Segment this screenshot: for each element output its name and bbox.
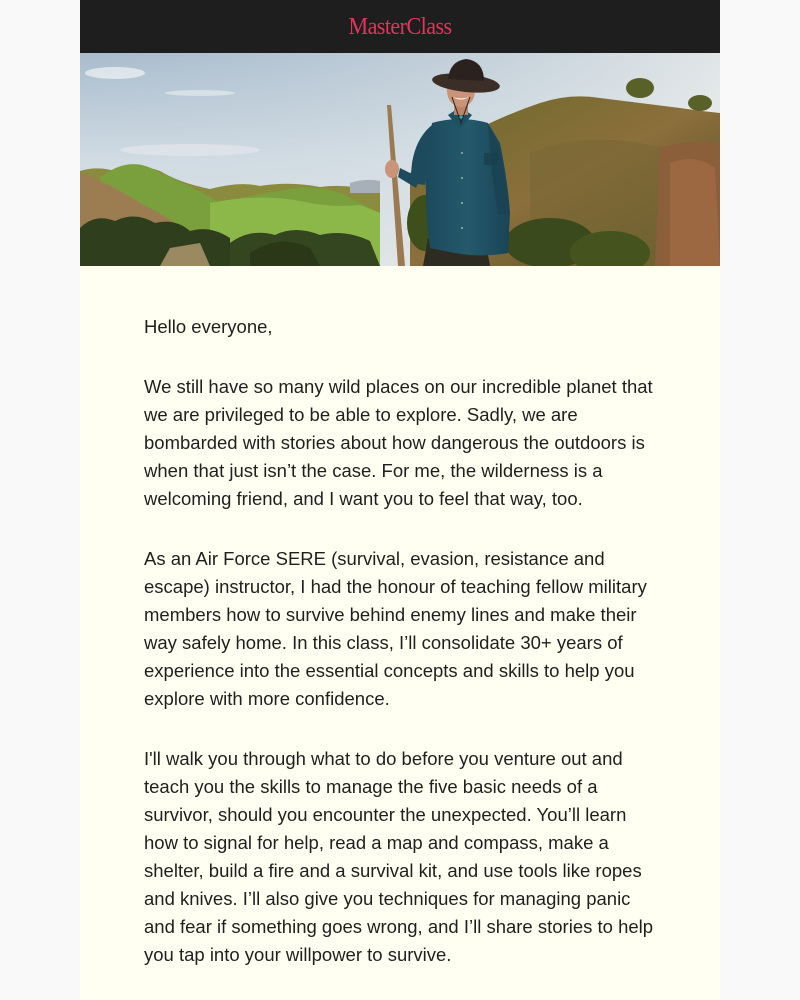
paragraph-background: As an Air Force SERE (survival, evasion, resistance and escape) instructor, I had the honour of teaching fellow military members how to survive behind enemy lines and make their way safely home. In this class, I’ll consolidate 30+ years of experience into the essential concepts and skills to help you explore with more confidence.: [144, 548, 647, 709]
greeting-text: Hello everyone,: [144, 316, 273, 337]
paragraph-intro: We still have so many wild places on our incredible planet that we are privileged to be able to explore. Sadly, we are bombarded with stories about how dangerous the outdoors is when that just isn’t the case. For me, the wilderness is a welcoming friend, and I want you to feel that way, too.: [144, 376, 653, 509]
paragraph-curriculum: I'll walk you through what to do before you venture out and teach you the skills to manage the five basic needs of a survivor, should you encounter the unexpected. You’ll learn how to signal for help, read a map and compass, make a shelter, build a fire and a survival kit, and use tools like ropes and knives. I’ll also give you techniques for managing panic and fear if something goes wrong, and I’ll share stories to help you tap into your willpower to survive.: [144, 748, 654, 965]
email-header: [80, 0, 720, 53]
hero-image[interactable]: [80, 53, 720, 266]
letter-body: [80, 266, 720, 969]
masterclass-logo[interactable]: MasterClass: [348, 13, 452, 40]
email-container: [80, 0, 720, 1000]
hero-photo-illustration: [80, 53, 720, 266]
